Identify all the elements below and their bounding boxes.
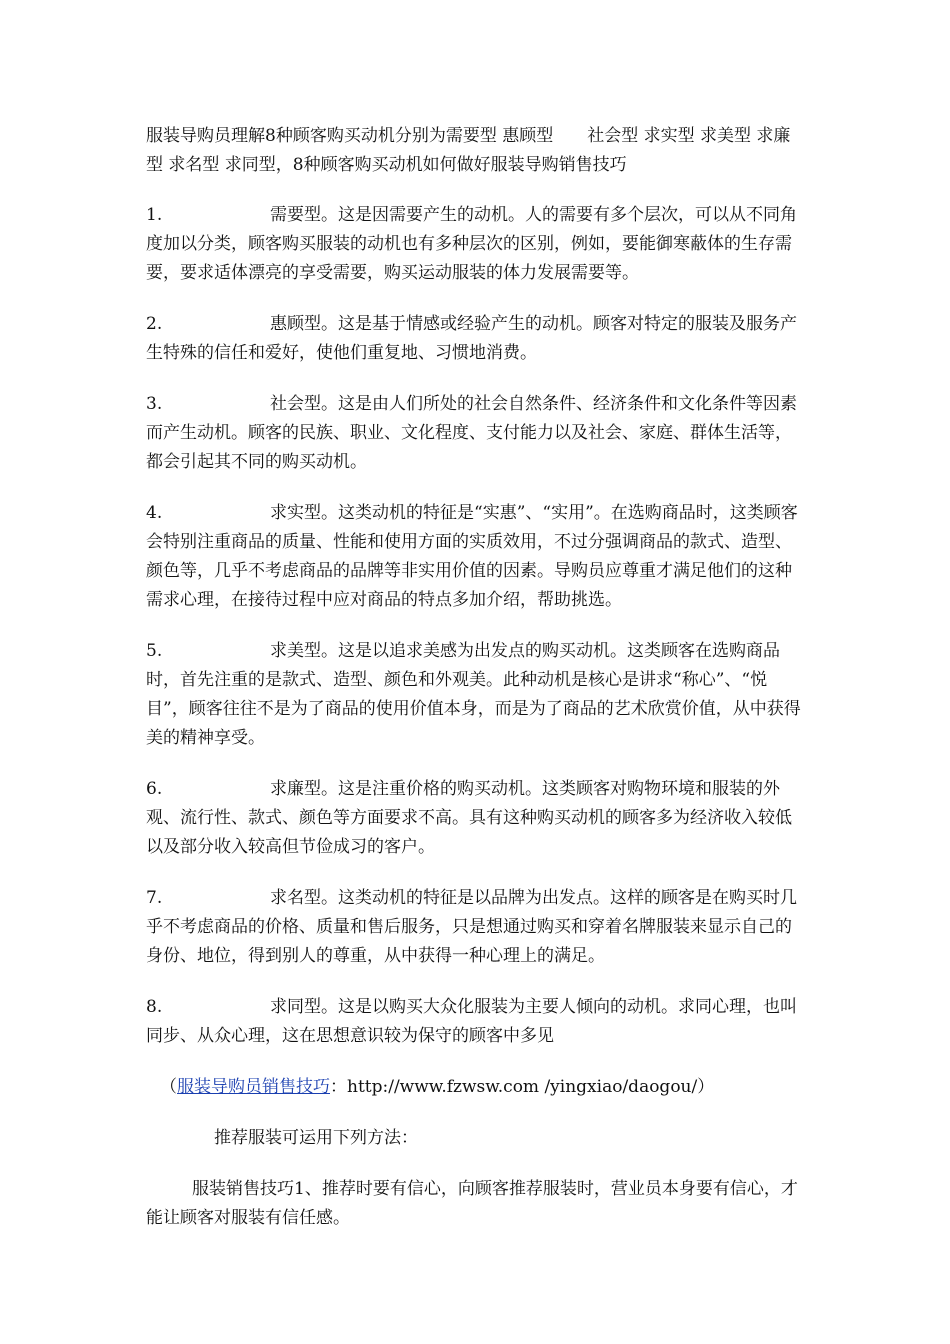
item-number: 8. — [146, 997, 163, 1017]
list-item — [146, 201, 806, 288]
list-item — [146, 775, 806, 862]
item-text: 求实型。这类动机的特征是“实惠”、“实用”。在选购商品时，这类顾客会特别注重商品的质量、性能和使用方面的实质效用，不过分强调商品的款式、造型、颜色等，几乎不考虑商品的品牌等非实用价值的因素。导购员应尊重才满足他们的这种需求心理，在接待过程中应对商品的特点多加介绍，帮助挑选。 — [146, 503, 798, 610]
item-number: 3. — [146, 394, 163, 414]
document-title: 服装导购员理解8种顾客购买动机分别为需要型 惠顾型 社会型 求实型 求美型 求廉型 求名型 求同型，8种顾客购买动机如何做好服装导购销售技巧 — [146, 126, 791, 175]
item-text: 求同型。这是以购买大众化服装为主要人倾向的动机。求同心理，也叫同步、从众心理，这在思想意识较为保守的顾客中多见 — [146, 997, 797, 1046]
tip-paragraph: 服装销售技巧1、推荐时要有信心，向顾客推荐服装时，营业员本身要有信心，才能让顾客对服装有信任感。 — [146, 1179, 798, 1228]
list-item — [146, 637, 806, 753]
item-text: 求名型。这类动机的特征是以品牌为出发点。这样的顾客是在购买时几乎不考虑商品的价格、质量和售后服务，只是想通过购买和穿着名牌服装来显示自己的身份、地位，得到别人的尊重，从中获得一种心理上的满足。 — [146, 888, 797, 966]
list-item — [146, 884, 806, 971]
item-number: 6. — [146, 779, 163, 799]
list-item — [146, 390, 806, 477]
item-text: 惠顾型。这是基于情感或经验产生的动机。顾客对特定的服装及服务产生特殊的信任和爱好，使他们重复地、习惯地消费。 — [146, 314, 797, 363]
source-open-paren: （ — [160, 1077, 177, 1097]
item-number: 5. — [146, 641, 163, 661]
recommend-heading: 推荐服装可运用下列方法： — [214, 1128, 418, 1148]
item-text: 求美型。这是以追求美感为出发点的购买动机。这类顾客在选购商品时，首先注重的是款式、造型、颜色和外观美。此种动机是核心是讲求“称心”、“悦目”，顾客往往不是为了商品的使用价值本身，而是为了商品的艺术欣赏价值，从中获得美的精神享受。 — [146, 641, 801, 748]
item-number: 2. — [146, 314, 163, 334]
item-number: 1. — [146, 205, 163, 225]
item-text: 需要型。这是因需要产生的动机。人的需要有多个层次，可以从不同角度加以分类，顾客购买服装的动机也有多种层次的区别，例如，要能御寒蔽体的生存需要，要求适体漂亮的享受需要，购买运动服装的体力发展需要等。 — [146, 205, 797, 283]
source-line — [146, 1073, 806, 1102]
item-text: 社会型。这是由人们所处的社会自然条件、经济条件和文化条件等因素而产生动机。顾客的民族、职业、文化程度、支付能力以及社会、家庭、群体生活等，都会引起其不同的购买动机。 — [146, 394, 797, 472]
item-number: 4. — [146, 503, 163, 523]
source-url-text: ：http://www.fzwsw.com /yingxiao/daogou/） — [330, 1077, 715, 1097]
list-item — [146, 993, 806, 1051]
document-body — [146, 122, 806, 1233]
source-link[interactable]: 服装导购员销售技巧 — [177, 1077, 330, 1097]
item-text: 求廉型。这是注重价格的购买动机。这类顾客对购物环境和服装的外观、流行性、款式、颜色等方面要求不高。具有这种购买动机的顾客多为经济收入较低以及部分收入较高但节俭成习的客户。 — [146, 779, 792, 857]
list-item — [146, 310, 806, 368]
list-item — [146, 499, 806, 615]
item-number: 7. — [146, 888, 163, 908]
